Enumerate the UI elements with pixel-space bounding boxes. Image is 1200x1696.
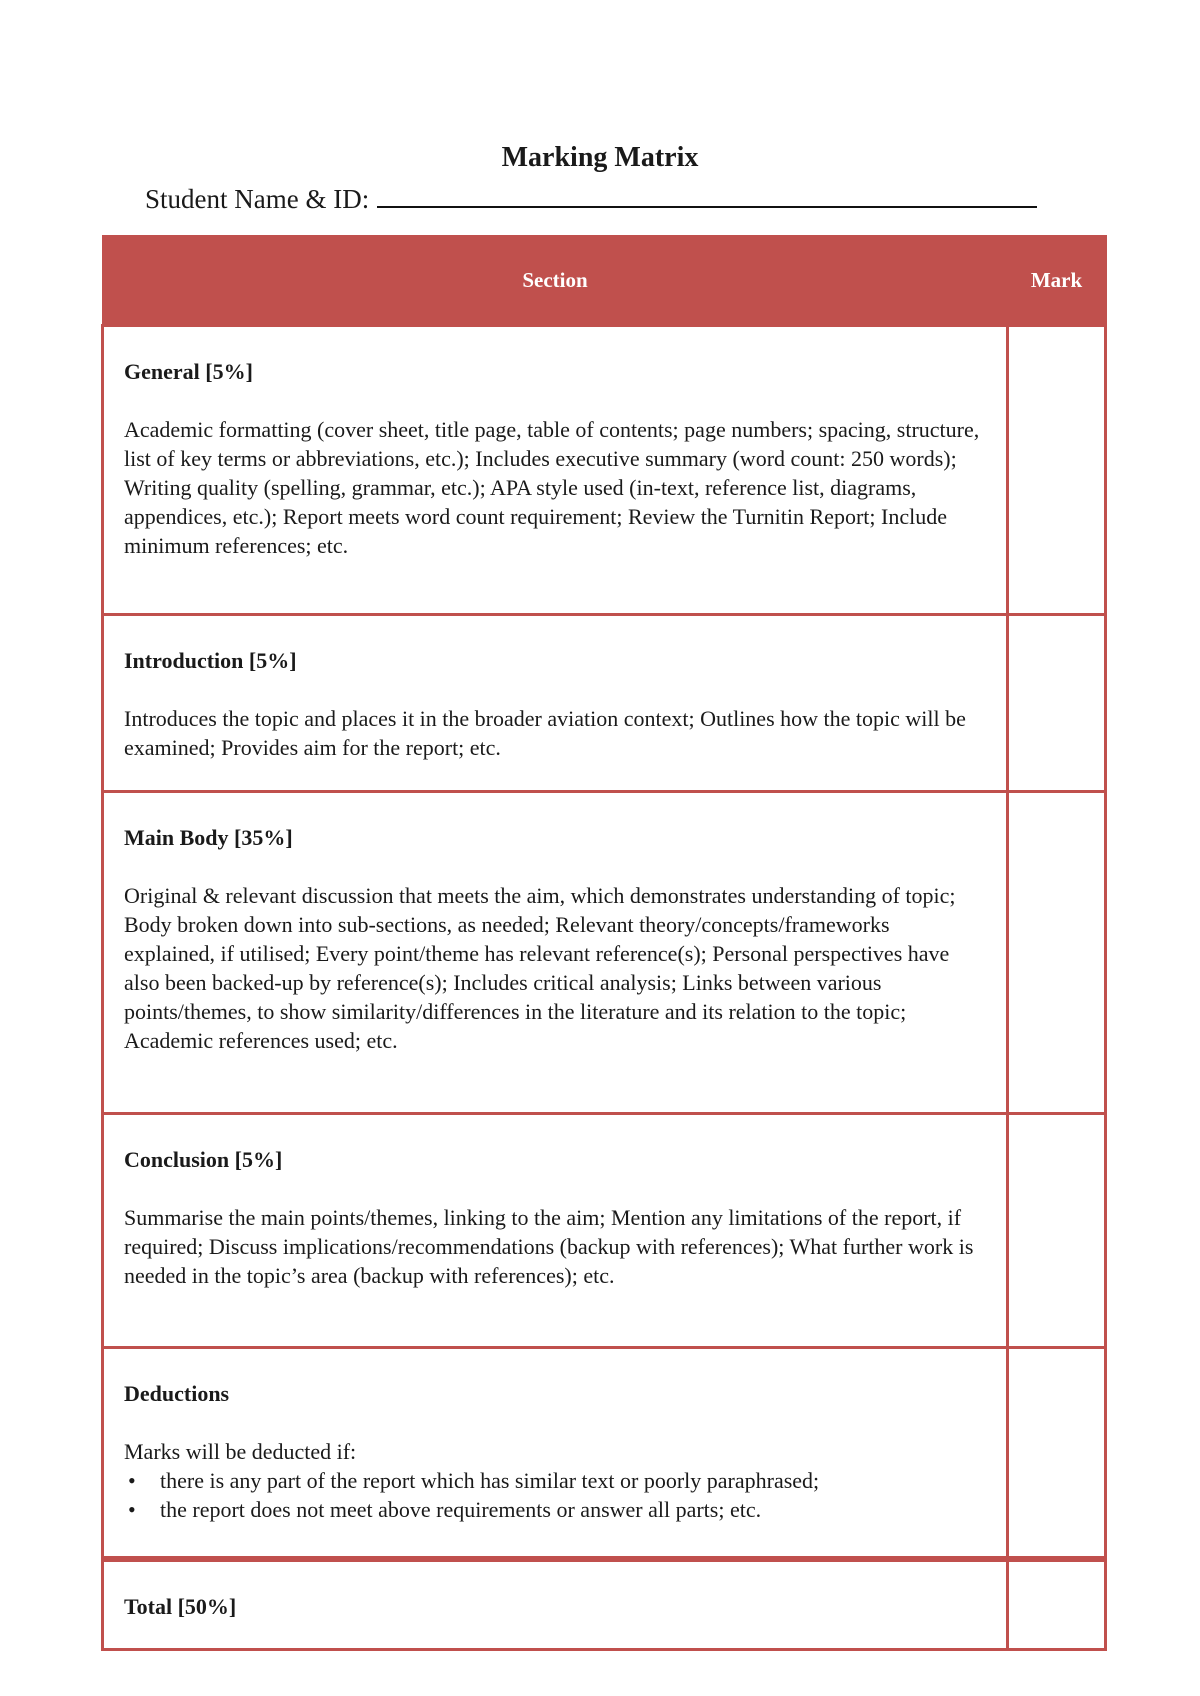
section-title: General [5%] <box>124 359 253 384</box>
total-label: Total [50%] <box>124 1593 237 1619</box>
list-item: • the report does not meet above requirements or answer all parts; etc. <box>160 1495 986 1524</box>
mark-cell-deductions[interactable] <box>1008 1348 1106 1559</box>
section-description: Original & relevant discussion that meets the aim, which demonstrates understanding of topic; Body broken down into sub-sections, as needed; Relevant theory/concepts/frameworks explained, if utilised; Every point/theme has relevant reference(s); Personal perspectives have also been backed-up by reference(s); Includes critical analysis; Links between various points/themes, to show similarity/differences in the literature and its relation to the topic; Academic references used; etc. <box>124 883 956 1053</box>
page-title: Marking Matrix <box>501 142 699 173</box>
mark-cell-main-body[interactable] <box>1008 792 1106 1114</box>
section-title: Deductions <box>124 1381 230 1406</box>
section-description: Summarise the main points/themes, linking to the aim; Mention any limitations of the report, if required; Discuss implications/recommendations (backup with references); What further work is needed in the topic’s area (backup with references); etc. <box>124 1205 974 1288</box>
table-header-row <box>103 236 1106 326</box>
table-row-main-body <box>103 792 1106 1114</box>
marking-matrix-table <box>101 235 1107 1651</box>
section-cell <box>103 792 1008 1114</box>
section-title: Conclusion [5%] <box>124 1147 283 1172</box>
section-description: Marks will be deducted if: <box>124 1439 357 1464</box>
mark-cell-conclusion[interactable] <box>1008 1114 1106 1348</box>
list-item: • there is any part of the report which has similar text or poorly paraphrased; <box>160 1466 986 1495</box>
table-row-general <box>103 326 1106 615</box>
deductions-list <box>124 1466 986 1524</box>
section-description: Academic formatting (cover sheet, title page, table of contents; page numbers; spacing, structure, list of key terms or abbreviations, etc.); Includes executive summary (word count: 250 words); Writing quality (spelling, grammar, etc.); APA style used (in-text, reference list, diagrams, appendices, etc.); Report meets word count requirement; Review the Turnitin Report; Include minimum references; etc. <box>124 417 980 558</box>
mark-column-header: Mark <box>1008 236 1106 326</box>
total-cell <box>103 1559 1008 1650</box>
section-title: Introduction [5%] <box>124 648 297 673</box>
mark-cell-total[interactable] <box>1008 1559 1106 1650</box>
table-row-deductions <box>103 1348 1106 1559</box>
student-name-line <box>145 180 1037 215</box>
student-name-field[interactable] <box>377 180 1037 208</box>
mark-cell-general[interactable] <box>1008 326 1106 615</box>
mark-cell-introduction[interactable] <box>1008 615 1106 792</box>
table-row-conclusion <box>103 1114 1106 1348</box>
section-title: Main Body [35%] <box>124 825 293 850</box>
student-name-label: Student Name & ID: <box>145 184 370 214</box>
section-cell <box>103 615 1008 792</box>
section-description: Introduces the topic and places it in the broader aviation context; Outlines how the topic will be examined; Provides aim for the report; etc. <box>124 706 966 760</box>
table-row-introduction <box>103 615 1106 792</box>
section-cell <box>103 326 1008 615</box>
table-row-total <box>103 1559 1106 1650</box>
section-cell <box>103 1114 1008 1348</box>
section-column-header: Section <box>103 236 1008 326</box>
section-cell <box>103 1348 1008 1559</box>
